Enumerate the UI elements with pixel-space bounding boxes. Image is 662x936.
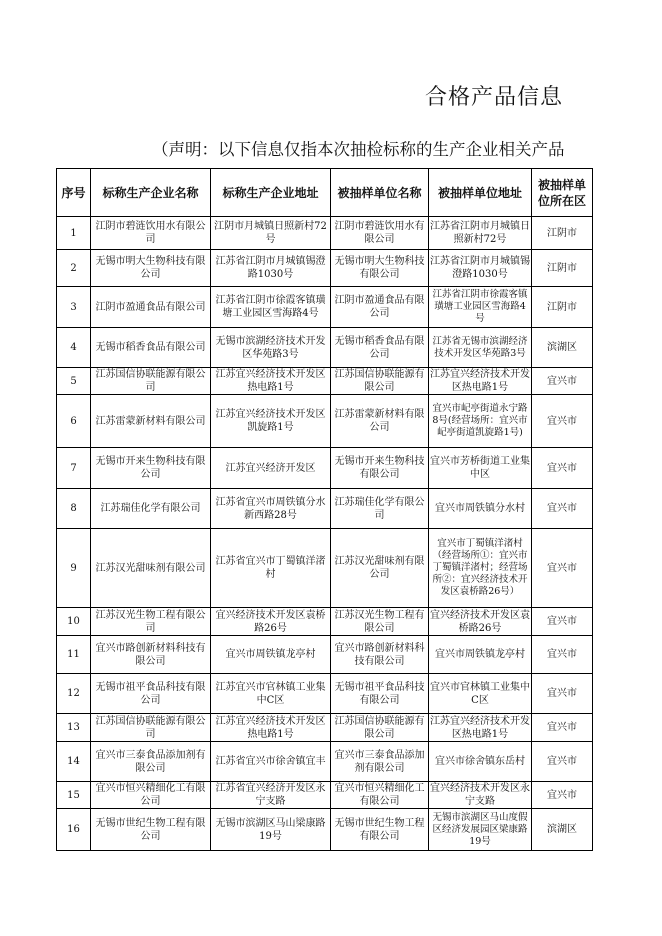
header-serial-number: 序号 [57,169,91,217]
page-title: 合格产品信息 [425,85,564,110]
serial-number: 10 [57,608,91,636]
sampled-unit-district: 宜兴市 [532,782,593,809]
table-row [57,217,593,250]
manufacturer-name: 江苏国信协联能源有限公司 [91,368,211,395]
sampled-unit-name: 江苏国信协联能源有限公司 [331,714,429,742]
serial-number: 4 [57,328,91,368]
sampled-unit-address: 宜兴市屺亭街道永宁路8号(经营场所：宜兴市屺亭街道凯旋路1号) [429,395,532,448]
manufacturer-address: 江苏宜兴经济技术开发区热电路1号 [211,368,331,395]
sampled-unit-district: 宜兴市 [532,489,593,529]
sampled-unit-name: 无锡市祖平食品科技有限公司 [331,674,429,714]
table-row [57,809,593,851]
sampled-unit-address: 宜兴经济技术开发区永宁支路 [430,783,530,807]
sampled-unit-district: 宜兴市 [532,448,593,489]
sampled-unit-name: 江苏瑞佳化学有限公司 [331,489,429,529]
manufacturer-address: 无锡市滨湖区马山梁康路19号 [211,809,331,851]
sampled-unit-address: 江苏省无锡市滨湖经济技术开发区华苑路3号 [429,328,532,368]
sampled-unit-address: 江苏宜兴经济技术开发区热电路1号 [430,369,530,393]
sampled-unit-name: 宜兴市路创新材料科技有限公司 [331,636,429,674]
serial-number: 16 [57,809,91,851]
sampled-unit-district: 滨湖区 [532,328,593,368]
sampled-unit-address: 宜兴市芳桥街道工业集中区 [429,448,532,489]
sampled-unit-address: 宜兴市周铁镇分水村 [429,489,532,529]
sampled-unit-district: 宜兴市 [532,674,593,714]
table-row [57,714,593,742]
header-sampled-unit-name: 被抽样单位名称 [331,169,429,217]
manufacturer-name: 无锡市祖平食品科技有限公司 [91,674,211,714]
manufacturer-name: 宜兴市路创新材料科技有限公司 [91,636,211,674]
manufacturer-name: 江苏国信协联能源有限公司 [91,714,211,742]
sampled-unit-address: 江苏省江阴市月城镇锡澄路1030号 [429,250,532,287]
serial-number: 2 [57,250,91,287]
manufacturer-name: 宜兴市恒兴精细化工有限公司 [91,782,211,809]
manufacturer-name: 江阴市碧涟饮用水有限公司 [91,217,211,250]
manufacturer-name: 江苏雷蒙新材料有限公司 [91,395,211,448]
sampled-unit-name: 无锡市世纪生物工程有限公司 [331,809,429,851]
sampled-unit-district: 宜兴市 [532,608,593,636]
manufacturer-name: 无锡市世纪生物工程有限公司 [91,809,211,851]
sampled-unit-district: 宜兴市 [532,714,593,742]
sampled-unit-address: 宜兴市徐舍镇东岳村 [429,742,532,782]
qualified-products-table [56,168,593,851]
sampled-unit-address: 江苏省江阴市徐霞客镇璜塘工业园区雪海路4号 [429,287,532,328]
table-row [57,250,593,287]
table-row [57,448,593,489]
manufacturer-address: 宜兴经济技术开发区袁桥路26号 [211,608,331,636]
sampled-unit-district: 宜兴市 [532,529,593,608]
manufacturer-address: 江苏宜兴经济开发区 [211,448,331,489]
manufacturer-name: 江苏汉光生物工程有限公司 [91,608,211,636]
manufacturer-address: 宜兴市周铁镇龙亭村 [211,636,331,674]
table-header-row [57,169,593,217]
serial-number: 13 [57,714,91,742]
manufacturer-address: 江苏省宜兴市徐舍镇宜丰 [211,742,331,782]
manufacturer-address: 江阴市月城镇日照新村72号 [211,217,331,250]
table-row [57,489,593,529]
header-sampled-unit-address: 被抽样单位地址 [429,169,532,217]
sampled-unit-name: 江苏雷蒙新材料有限公司 [331,395,429,448]
manufacturer-address: 江苏省宜兴市周铁镇分水新西路28号 [211,489,331,529]
manufacturer-name: 江苏瑞佳化学有限公司 [91,489,211,529]
serial-number: 15 [57,782,91,809]
table-row [57,395,593,448]
manufacturer-address: 江苏省江阴市徐霞客镇璜塘工业园区雪海路4号 [211,287,331,328]
sampled-unit-name: 江阴市盈通食品有限公司 [331,287,429,328]
manufacturer-address: 江苏省宜兴市丁蜀镇洋渚村 [211,529,331,608]
serial-number: 1 [57,217,91,250]
sampled-unit-district: 宜兴市 [532,395,593,448]
table-row [57,636,593,674]
sampled-unit-name: 江苏汉光生物工程有限公司 [331,608,429,636]
sampled-unit-address: 宜兴经济技术开发区袁桥路26号 [430,609,530,634]
sampled-unit-district: 江阴市 [532,250,593,287]
header-sampled-unit-district: 被抽样单位所在区 [532,169,593,217]
sampled-unit-district: 宜兴市 [532,636,593,674]
header-manufacturer-name: 标称生产企业名称 [91,169,211,217]
serial-number: 3 [57,287,91,328]
sampled-unit-address: 宜兴市周铁镇龙亭村 [429,636,532,674]
serial-number: 9 [57,529,91,608]
serial-number: 6 [57,395,91,448]
disclaimer-text: （声明：以下信息仅指本次抽检标称的生产企业相关产品 [152,140,565,159]
table-row [57,782,593,809]
sampled-unit-district: 江阴市 [532,287,593,328]
sampled-unit-address: 江苏宜兴经济技术开发区热电路1号 [430,715,530,740]
table-row [57,368,593,395]
table-row [57,742,593,782]
table-row [57,674,593,714]
serial-number: 8 [57,489,91,529]
serial-number: 7 [57,448,91,489]
sampled-unit-address: 无锡市滨湖区马山度假区经济发展园区梁康路19号 [429,809,532,851]
manufacturer-name: 江阴市盈通食品有限公司 [91,287,211,328]
manufacturer-address: 无锡市滨湖经济技术开发区华苑路3号 [211,328,331,368]
table-row [57,287,593,328]
table-row [57,529,593,608]
header-manufacturer-address: 标称生产企业地址 [211,169,331,217]
sampled-unit-address: 宜兴市官林镇工业集中C区 [429,674,532,714]
sampled-unit-address: 宜兴市丁蜀镇洋渚村（经营场所①：宜兴市丁蜀镇洋渚村；经营场所②：宜兴经济技术开发区袁桥路26号） [429,529,532,608]
sampled-unit-name: 宜兴市三泰食品添加剂有限公司 [331,742,429,782]
sampled-unit-district: 滨湖区 [532,809,593,851]
serial-number: 12 [57,674,91,714]
sampled-unit-district: 江阴市 [532,217,593,250]
sampled-unit-name: 无锡市明大生物科技有限公司 [331,250,429,287]
manufacturer-name: 宜兴市三泰食品添加剂有限公司 [91,742,211,782]
sampled-unit-name: 江苏国信协联能源有限公司 [331,368,429,395]
sampled-unit-name: 无锡市开来生物科技有限公司 [331,448,429,489]
manufacturer-address: 江苏宜兴市官林镇工业集中C区 [211,674,331,714]
manufacturer-name: 无锡市开来生物科技有限公司 [91,448,211,489]
manufacturer-address: 江苏宜兴经济技术开发区热电路1号 [211,714,331,742]
serial-number: 5 [57,368,91,395]
manufacturer-address: 江苏省宜兴经济开发区永宁支路 [211,782,331,809]
manufacturer-name: 江苏汉光甜味剂有限公司 [91,529,211,608]
table-row [57,608,593,636]
manufacturer-name: 无锡市明大生物科技有限公司 [91,250,211,287]
manufacturer-address: 江苏省江阴市月城镇锡澄路1030号 [211,250,331,287]
serial-number: 11 [57,636,91,674]
sampled-unit-district: 宜兴市 [532,368,593,395]
sampled-unit-name: 无锡市稻香食品有限公司 [331,328,429,368]
sampled-unit-district: 宜兴市 [532,742,593,782]
manufacturer-name: 无锡市稻香食品有限公司 [91,328,211,368]
sampled-unit-name: 江阴市碧涟饮用水有限公司 [331,217,429,250]
manufacturer-address: 江苏宜兴经济技术开发区凯旋路1号 [211,395,331,448]
sampled-unit-address: 江苏省江阴市月城镇日照新村72号 [429,217,532,250]
sampled-unit-name: 宜兴市恒兴精细化工有限公司 [331,782,429,809]
serial-number: 14 [57,742,91,782]
sampled-unit-name: 江苏汉光甜味剂有限公司 [331,529,429,608]
table-row [57,328,593,368]
